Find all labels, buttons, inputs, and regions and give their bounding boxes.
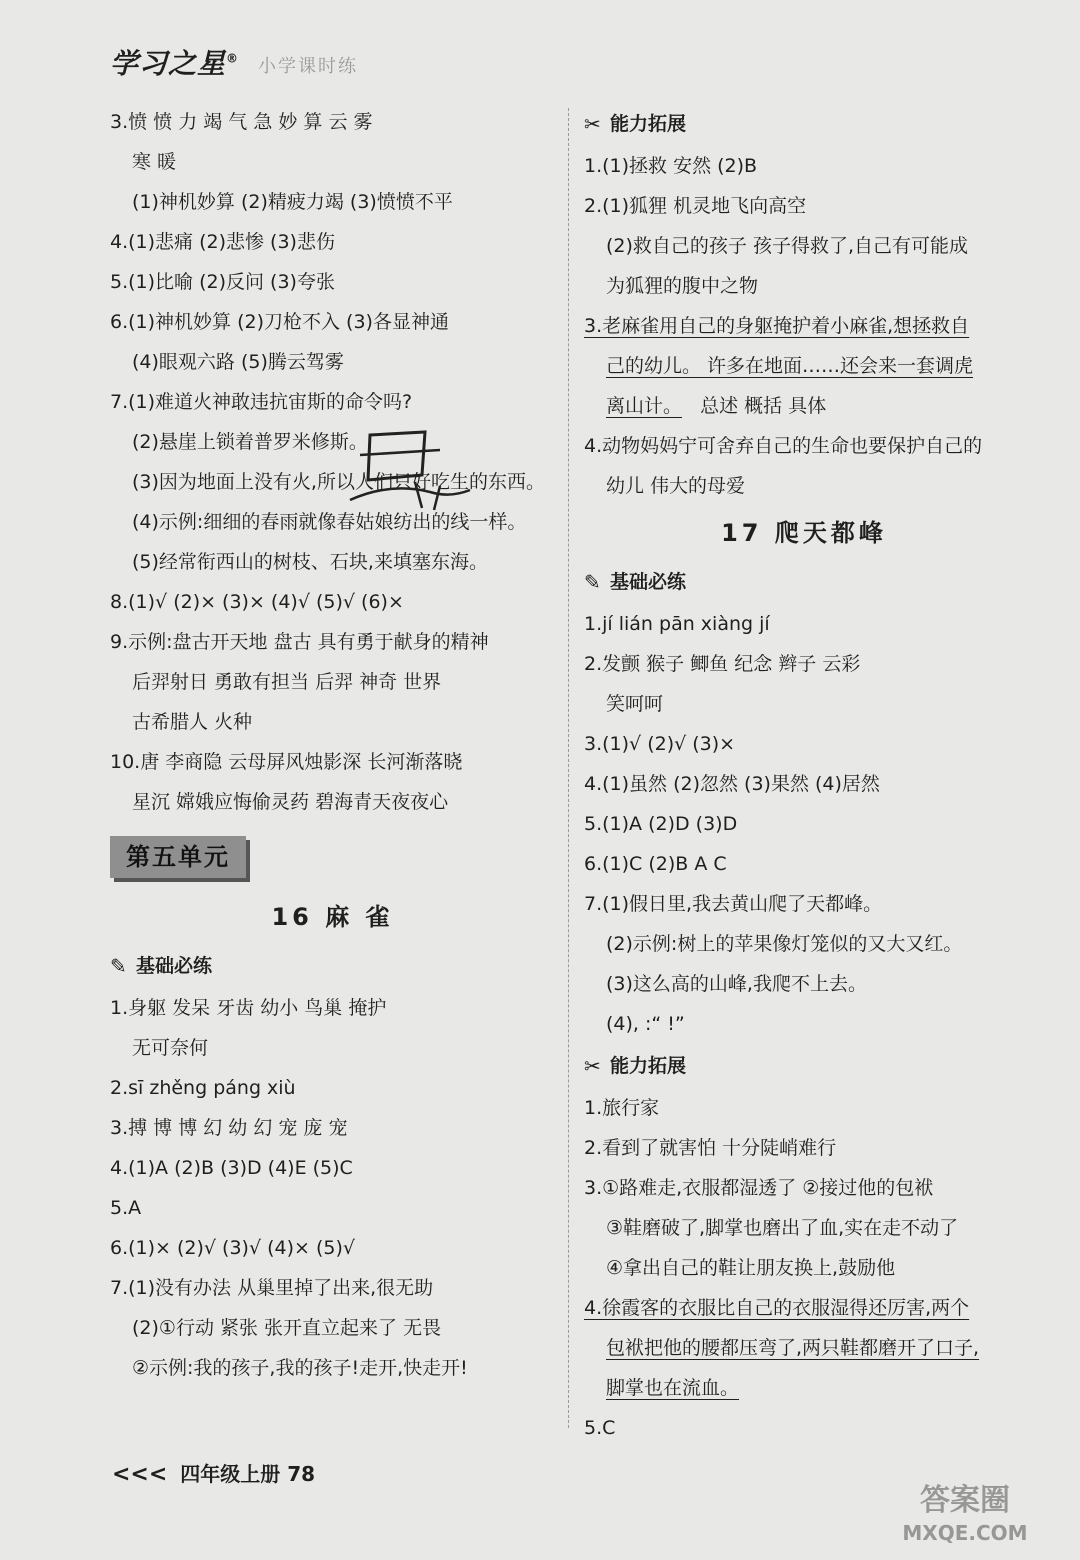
unit-banner: 第五单元 [110, 836, 246, 878]
answer-line: (2)示例:树上的苹果像灯笼似的又大又红。 [606, 933, 963, 955]
answer-line: (3)这么高的山峰,我爬不上去。 [606, 973, 867, 995]
answer-line: (5)经常衔西山的树枝、石块,来填塞东海。 [132, 551, 488, 573]
answer-line: (4)示例:细细的春雨就像春姑娘纺出的线一样。 [132, 511, 527, 533]
answer-line: 2.发颤 猴子 鲫鱼 纪念 辫子 云彩 [584, 653, 861, 675]
answer-line: 4.(1)A (2)B (3)D (4)E (5)C [110, 1157, 353, 1179]
answer-line: (1)神机妙算 (2)精疲力竭 (3)愤愤不平 [132, 191, 453, 213]
answer-line: (2)①行动 紧张 张开直立起来了 无畏 [132, 1317, 442, 1339]
answer-line: 后羿射日 勇敢有担当 后羿 神奇 世界 [132, 671, 442, 693]
answer-line: 笑呵呵 [606, 693, 664, 715]
answer-line: 2.看到了就害怕 十分陡峭难行 [584, 1137, 837, 1159]
answer-line: 无可奈何 [132, 1037, 209, 1059]
section-label: 基础必练 [136, 955, 213, 977]
answer-line: 5.(1)A (2)D (3)D [584, 813, 738, 835]
answer-line: (4)眼观六路 (5)腾云驾雾 [132, 351, 344, 373]
answer-line: 7.(1)难道火神敢违抗宙斯的命令吗? [110, 391, 413, 413]
watermark-logo [890, 1470, 1040, 1550]
answer-line: 6.(1)C (2)B A C [584, 853, 727, 875]
answer-line: 3.老麻雀用自己的身躯掩护着小麻雀,想拯救自 [584, 315, 970, 337]
answer-line: ②示例:我的孩子,我的孩子!走开,快走开! [132, 1357, 468, 1379]
answer-line: 8.(1)√ (2)× (3)× (4)√ (5)√ (6)× [110, 591, 404, 613]
scissors-icon: ✂ [584, 112, 601, 136]
brand-subtitle: 小学课时练 [258, 56, 358, 77]
answer-line: ③鞋磨破了,脚掌也磨出了血,实在走不动了 [606, 1217, 959, 1239]
answer-line [584, 386, 1024, 426]
answer-fragment: 总述 概括 具体 [700, 395, 827, 417]
answer-line: 脚掌也在流血。 [606, 1377, 740, 1399]
answer-line: 古希腊人 火种 [132, 711, 253, 733]
handwritten-scribble-icon [330, 420, 490, 520]
answer-line: 10.唐 李商隐 云母屏风烛影深 长河渐落晓 [110, 751, 463, 773]
answer-line: 1.身躯 发呆 牙齿 幼小 鸟巢 掩护 [110, 997, 387, 1019]
answer-line: ④拿出自己的鞋让朋友换上,鼓励他 [606, 1257, 896, 1279]
answer-line: 5.C [584, 1417, 616, 1439]
column-divider [568, 108, 569, 1428]
answer-line: 6.(1)神机妙算 (2)刀枪不入 (3)各显神通 [110, 311, 449, 333]
left-column [110, 102, 555, 1388]
answer-line: 3.(1)√ (2)√ (3)× [584, 733, 736, 755]
answer-line: 包袱把他的腰都压弯了,两只鞋都磨开了口子, [606, 1337, 980, 1359]
answer-line: 为狐狸的腹中之物 [606, 275, 759, 297]
section-basic-practice [584, 560, 1024, 604]
answer-line: 5.A [110, 1197, 142, 1219]
answer-line: 4.(1)悲痛 (2)悲惨 (3)悲伤 [110, 231, 335, 253]
answer-line: (2)悬崖上锁着普罗米修斯。 [132, 431, 368, 453]
answer-line: 7.(1)没有办法 从巢里掉了出来,很无助 [110, 1277, 434, 1299]
answer-line: 5.(1)比喻 (2)反问 (3)夸张 [110, 271, 335, 293]
answer-line: 星沉 嫦娥应悔偷灵药 碧海青天夜夜心 [132, 791, 449, 813]
pencil-icon: ✎ [110, 954, 127, 978]
section-ability-extension [584, 1044, 1024, 1088]
answer-line: 7.(1)假日里,我去黄山爬了天都峰。 [584, 893, 883, 915]
answer-line: 1.旅行家 [584, 1097, 660, 1119]
answer-line: (4), :“ !” [606, 1013, 685, 1035]
answer-line: 6.(1)× (2)√ (3)√ (4)× (5)√ [110, 1237, 356, 1259]
answer-line: 4.(1)虽然 (2)忽然 (3)果然 (4)居然 [584, 773, 880, 795]
pencil-icon: ✎ [584, 570, 601, 594]
answer-line: 9.示例:盘古开天地 盘古 具有勇于献身的精神 [110, 631, 489, 653]
chevrons-left-icon: <<< [112, 1462, 168, 1487]
right-column [584, 102, 1024, 1448]
brand-logo [110, 42, 239, 82]
grade-label: 四年级上册 [180, 1462, 281, 1486]
lesson-16-title: 16 麻 雀 [271, 903, 394, 931]
watermark-text: 答案圈 [920, 1483, 1010, 1518]
answer-line: 1.jí lián pān xiàng jí [584, 613, 770, 635]
brand-mark: ® [226, 51, 240, 66]
scissors-icon: ✂ [584, 1054, 601, 1078]
answer-line: 4.徐霞客的衣服比自己的衣服湿得还厉害,两个 [584, 1297, 970, 1319]
section-label: 能力拓展 [610, 1055, 687, 1077]
page-number: 78 [287, 1462, 316, 1486]
answer-line: 3.①路难走,衣服都湿透了 ②接过他的包袱 [584, 1177, 934, 1199]
answer-line: 2.(1)狐狸 机灵地飞向高空 [584, 195, 807, 217]
page-footer [112, 1458, 315, 1487]
answer-line: 2.sī zhěng páng xiù [110, 1077, 296, 1099]
answer-fragment: 离山计。 [606, 395, 683, 417]
section-label: 能力拓展 [610, 113, 687, 135]
section-label: 基础必练 [610, 571, 687, 593]
answer-line: 3.搏 博 博 幻 幼 幻 宠 庞 宠 [110, 1117, 348, 1139]
answer-line: 4.动物妈妈宁可舍弃自己的生命也要保护自己的 [584, 435, 983, 457]
answer-line: 幼儿 伟大的母爱 [606, 475, 746, 497]
brand-name: 学习之星 [110, 47, 227, 80]
section-basic-practice [110, 944, 555, 988]
answer-line: (2)救自己的孩子 孩子得救了,自己有可能成 [606, 235, 968, 257]
answer-line: 3.愤 愤 力 竭 气 急 妙 算 云 雾 [110, 111, 373, 133]
lesson-17-title: 17 爬天都峰 [721, 519, 887, 547]
section-ability-extension [584, 102, 1024, 146]
answer-line: 1.(1)拯救 安然 (2)B [584, 155, 758, 177]
answer-line: 己的幼儿。 许多在地面……还会来一套调虎 [606, 355, 974, 377]
answer-line: 寒 暖 [132, 151, 177, 173]
watermark-url: MXQE.COM [902, 1521, 1028, 1545]
answer-line: (3)因为地面上没有火,所以人们只好吃生的东西。 [132, 471, 545, 493]
